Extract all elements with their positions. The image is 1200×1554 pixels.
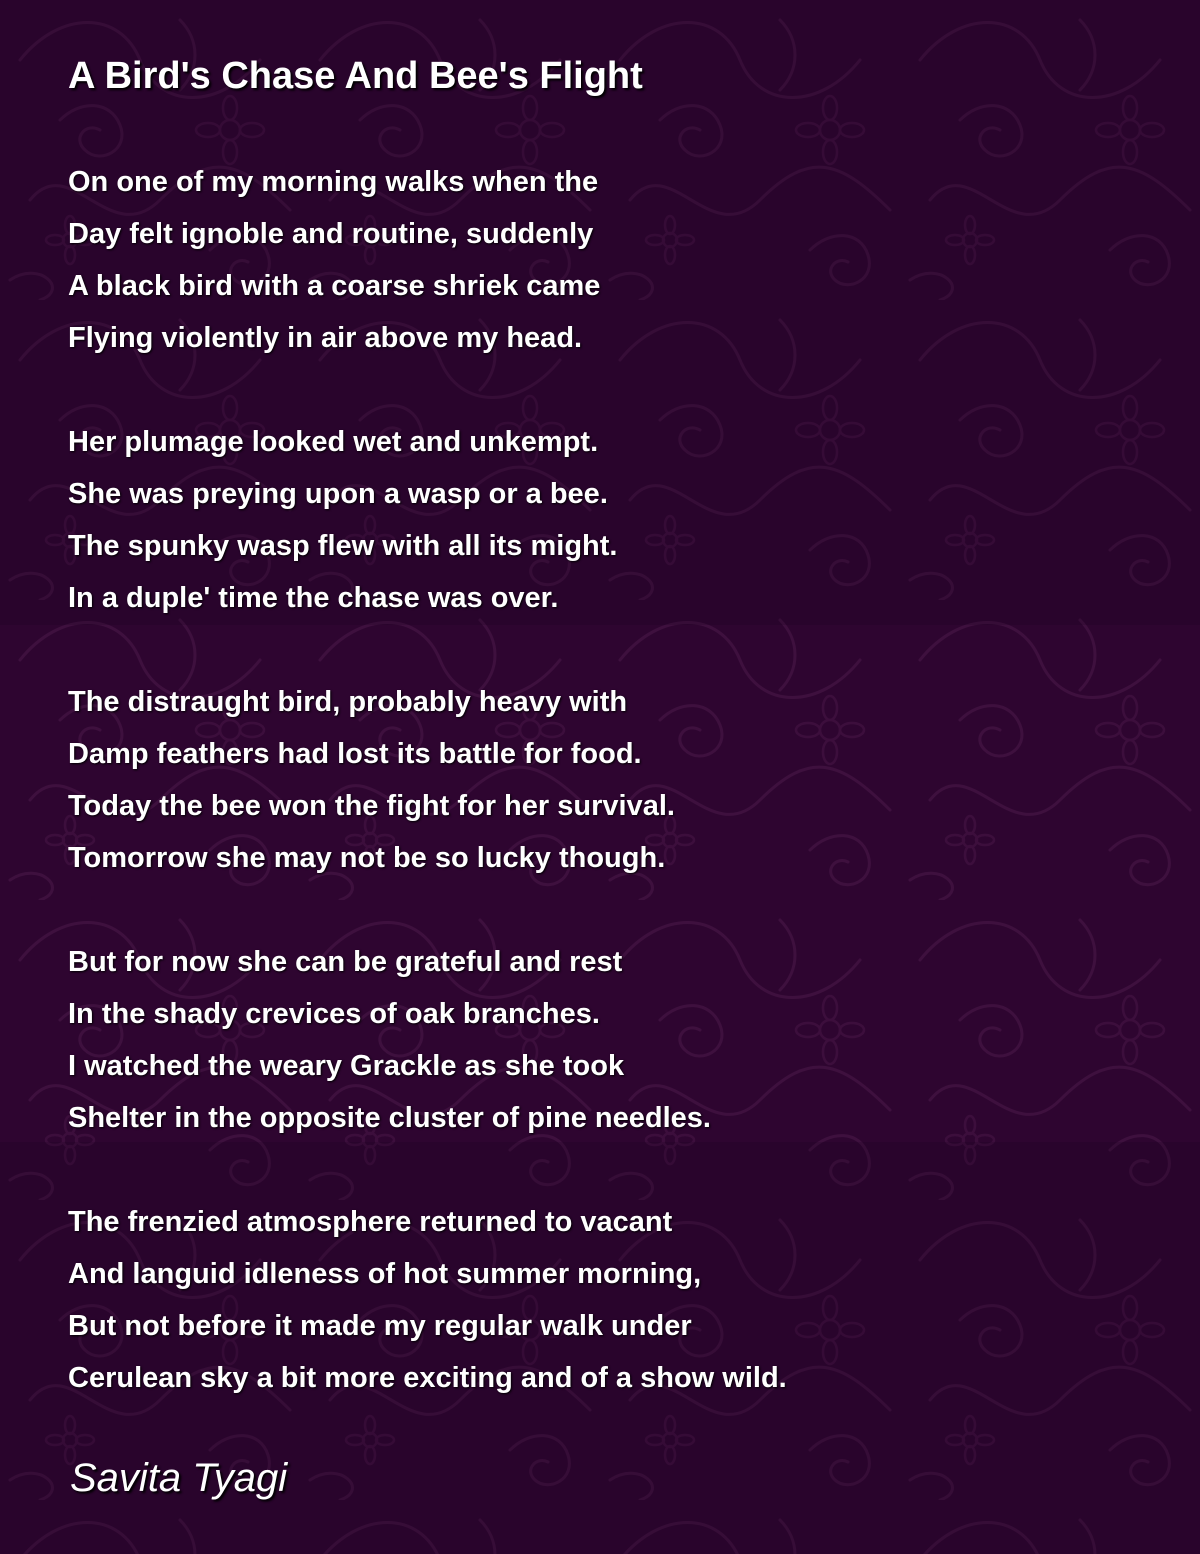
poem-line: In the shady crevices of oak branches. [68, 998, 600, 1030]
poem-line: Shelter in the opposite cluster of pine needles. [68, 1102, 711, 1134]
stanza-1 [68, 156, 1148, 364]
poem-line: I watched the weary Grackle as she took [68, 1050, 625, 1082]
poem-line: Today the bee won the fight for her survival. [68, 790, 675, 822]
poem-container [68, 52, 1148, 1404]
poem-line: A black bird with a coarse shriek came [68, 270, 601, 302]
poem-body [68, 156, 1148, 1404]
poem-title: A Bird's Chase And Bee's Flight [68, 55, 643, 97]
poem-line: In a duple' time the chase was over. [68, 582, 559, 614]
poem-line: And languid idleness of hot summer morning, [68, 1258, 702, 1290]
poem-line: She was preying upon a wasp or a bee. [68, 478, 608, 510]
poem-line: Flying violently in air above my head. [68, 322, 583, 354]
poem-line: Day felt ignoble and routine, suddenly [68, 218, 594, 250]
poem-line: Her plumage looked wet and unkempt. [68, 426, 599, 458]
poem-line: Cerulean sky a bit more exciting and of a show wild. [68, 1362, 787, 1394]
stanza-4 [68, 936, 1148, 1144]
poem-line: The spunky wasp flew with all its might. [68, 530, 618, 562]
poem-author: Savita Tyagi [70, 1456, 288, 1500]
poem-line: Damp feathers had lost its battle for food. [68, 738, 642, 770]
poem-line: Tomorrow she may not be so lucky though. [68, 842, 666, 874]
poem-line: But not before it made my regular walk under [68, 1310, 692, 1342]
stanza-3 [68, 676, 1148, 884]
poem-line: The frenzied atmosphere returned to vacant [68, 1206, 673, 1238]
poem-line: The distraught bird, probably heavy with [68, 686, 628, 718]
poem-line: But for now she can be grateful and rest [68, 946, 623, 978]
poem-line: On one of my morning walks when the [68, 166, 599, 198]
stanza-2 [68, 416, 1148, 624]
stanza-5 [68, 1196, 1148, 1404]
